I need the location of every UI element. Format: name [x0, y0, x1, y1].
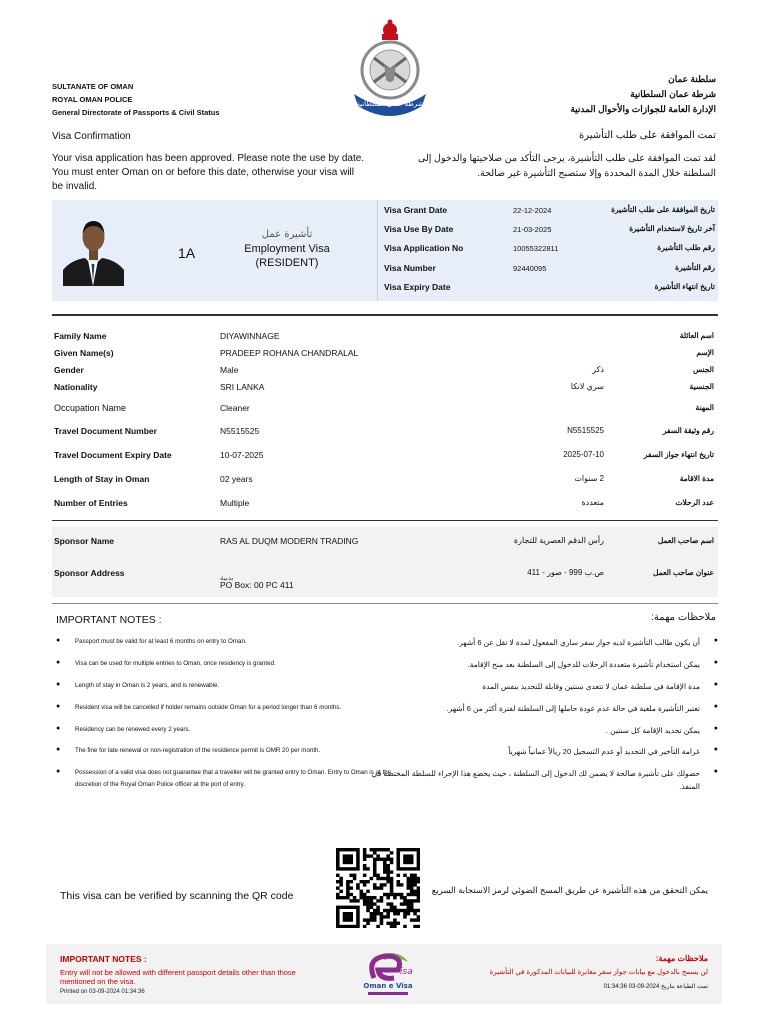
note-text-ar: يمكن تجديد الإقامة كل سنتين . [606, 726, 700, 735]
row-label: Visa Use By Date [384, 224, 454, 234]
sponsor-address-line2: PO Box: 00 PC 411 [220, 580, 294, 590]
row-label: Travel Document Expiry Date [54, 450, 172, 460]
oman-evisa-logo-icon [352, 948, 424, 998]
note-text: Visa can be used for multiple entries to Oman, once residency is granted. [75, 660, 276, 667]
row-label-ar: اسم صاحب العمل [657, 536, 714, 545]
row-value-ar: 2025-07-10 [563, 450, 604, 459]
sponsor-name-ar: رأس الدقم العصرية للتجارة [513, 536, 604, 545]
logo-name: Oman e Visa [363, 982, 413, 990]
intro-text-ar: لقد تمت الموافقة على طلب التأشيرة، يرجى التأكد من صلاحيتها والدخول إلى السلطنة خلال المدة المحددة وإلا ستصبح التأشيرة غير صالحة. [417, 153, 716, 179]
row-label-ar: اسم العائلة [679, 331, 714, 340]
bullet: ● [713, 637, 718, 644]
country-name-en: SULTANATE OF OMAN [52, 82, 134, 91]
row-value-ar: 2 سنوات [574, 474, 604, 483]
row-label-ar: الجنس [692, 365, 714, 374]
row-label-ar: الجنسية [689, 382, 714, 391]
footer-warning-text: Entry will not be allowed with different passport details other than those mentioned on the visa. [60, 968, 296, 986]
sponsor-address-ar: ص.ب 999 - صور - 411 [527, 568, 604, 577]
row-value: 22-12-2024 [513, 206, 552, 215]
visa-title-ar: تأشيرة عمل [261, 229, 313, 240]
row-label: Sponsor Address [54, 568, 125, 578]
bullet: ● [713, 681, 718, 688]
row-label: Occupation Name [54, 403, 127, 413]
row-label-ar: تاريخ انتهاء التأشيرة [654, 282, 715, 291]
svg-text:شرطة عمان السلطانية: شرطة عمان السلطانية [356, 100, 424, 108]
bullet: ● [713, 703, 718, 710]
row-value: 10-07-2025 [220, 450, 264, 460]
row-label: Travel Document Number [54, 426, 157, 436]
svg-text:isa: isa [400, 967, 413, 977]
row-label-ar: تاريخ انتهاء جواز السفر [643, 450, 714, 459]
bullet: ● [713, 725, 718, 732]
row-value: PRADEEP ROHANA CHANDRALAL [220, 348, 359, 358]
sponsor-address-line1: بدبية [220, 575, 234, 582]
row-value-ar: متعددة [581, 498, 604, 507]
divider [377, 200, 378, 301]
bullet: ● [713, 768, 718, 775]
row-label-ar: الإسم [696, 348, 714, 357]
divider [52, 520, 718, 521]
note-text: Resident visa will be cancelled if holder remains outside Oman for a period longer than 6 months. [75, 704, 342, 711]
header-english [52, 80, 220, 119]
row-label: Sponsor Name [54, 536, 114, 546]
row-label: Family Name [54, 331, 107, 341]
note-text-ar: تعتبر التأشيرة ملغية في حالة عدم عودة حاملها إلى السلطنة لفترة أكثر من 6 أشهر. [446, 704, 700, 713]
row-value: Cleaner [220, 403, 250, 413]
row-value: N5515525 [220, 426, 260, 436]
row-value: 02 years [220, 474, 253, 484]
country-name-ar: سلطنة عمان [668, 74, 716, 84]
row-label-ar: عدد الرحلات [675, 498, 714, 507]
visa-row-application-no [384, 243, 718, 263]
page-title: Visa Confirmation [52, 131, 131, 142]
row-value: Male [220, 365, 239, 375]
visa-title [228, 228, 346, 270]
row-label: Nationality [54, 382, 98, 392]
bullet: ● [56, 659, 61, 666]
verify-text-ar: يمكن التحقق من هذه التأشيرة عن طريق المسح الضوئي لرمز الاستجابة السريع [431, 885, 708, 895]
footer-notes-title: IMPORTANT NOTES : [60, 954, 147, 964]
visa-title-sub: (RESIDENT) [255, 257, 319, 269]
sponsor-box [52, 527, 718, 597]
visa-type-code: 1A [178, 245, 196, 261]
footer-warning-text-ar: لن يسمح بالدخول مع بيانات جواز سفر مغايرة للبيانات المذكورة في التأشيرة [489, 969, 708, 976]
row-label: Length of Stay in Oman [54, 474, 150, 484]
page-title-ar: تمت الموافقة على طلب التأشيرة [579, 130, 716, 141]
row-value: 21-03-2025 [513, 225, 552, 234]
divider [52, 314, 718, 316]
row-value-ar: سري لانكا [570, 382, 604, 391]
note-text-ar: حصولك على تأشيرة صالحة لا يضمن لك الدخول إلى السلطنة ، حيث يخضع هذا الإجراء للسلطة المختصة في المنفذ. [371, 769, 700, 791]
passport-photo [63, 212, 124, 286]
row-value: DIYAWINNAGE [220, 331, 280, 341]
note-text-ar: مدة الإقامة في سلطنة عمان لا تتعدى سنتين وقابلة للتجديد بنفس المدة [482, 682, 700, 691]
directorate-name-ar: الإدارة العامة للجوازات والأحوال المدنية [570, 104, 716, 114]
row-label-ar: رقم طلب التأشيرة [657, 243, 715, 252]
directorate-name-en: General Directorate of Passports & Civil Status [52, 108, 220, 117]
police-name-ar: شرطة عمان السلطانية [630, 89, 716, 99]
visa-title-en: Employment Visa [244, 243, 330, 255]
visa-row-number [384, 263, 718, 283]
oman-police-emblem-icon [344, 14, 436, 116]
visa-row-expiry-date [384, 282, 718, 302]
qr-code-icon [336, 848, 420, 928]
row-label: Visa Number [384, 263, 436, 273]
bullet: ● [56, 725, 61, 732]
row-value: 10055322811 [513, 244, 559, 253]
note-text: Possession of a valid visa does not guarantee that a traveller will be granted entry to Oman. Entry to Oman is at the discretion of the Royal Oman Police officer at the port of entry. [75, 769, 392, 788]
note-text: The fine for late renewal or non-registration of the residence permit is OMR 20 per month. [75, 747, 321, 754]
row-value-ar: N5515525 [567, 426, 604, 435]
row-label: Visa Application No [384, 243, 464, 253]
notes-title: IMPORTANT NOTES : [56, 614, 162, 626]
bullet: ● [56, 681, 61, 688]
row-label-ar: تاريخ الموافقة على طلب التأشيرة [611, 205, 715, 214]
sponsor-name: RAS AL DUQM MODERN TRADING [220, 536, 359, 546]
note-text-ar: أن يكون طالب التأشيرة لديه جواز سفر ساري المفعول لمدة لا تقل عن 6 أشهر. [457, 638, 700, 647]
note-text: Passport must be valid for at least 6 months on entry to Oman. [75, 638, 247, 645]
bullet: ● [56, 768, 61, 775]
note-text-ar: غرامة التأخير في التجديد أو عدم التسجيل 20 ريالاً عمانياً شهرياً [508, 747, 700, 756]
notes-title-ar: ملاحظات مهمة: [651, 612, 716, 623]
row-label: Given Name(s) [54, 348, 114, 358]
visa-row-use-by-date [384, 224, 718, 244]
row-label: Visa Expiry Date [384, 282, 451, 292]
printed-timestamp: Printed on 03-09-2024 01:34:36 [60, 989, 145, 995]
row-value-ar: ذكر [592, 365, 604, 374]
visa-row-grant-date [384, 205, 718, 225]
footer-notes-title-ar: ملاحظات مهمة: [655, 954, 708, 963]
bullet: ● [713, 746, 718, 753]
row-label: Visa Grant Date [384, 205, 448, 215]
bullet: ● [56, 746, 61, 753]
row-label-ar: عنوان صاحب العمل [652, 568, 714, 577]
note-text: Length of stay in Oman is 2 years, and is renewable. [75, 682, 220, 689]
row-label: Number of Entries [54, 498, 128, 508]
row-label-ar: رقم التأشيرة [675, 263, 715, 272]
bullet: ● [713, 659, 718, 666]
note-text-ar: يمكن استخدام تأشيرة متعددة الرحلات للدخول إلى السلطنة بعد منح الإقامة. [467, 660, 700, 669]
note-text: Residency can be renewed every 2 years. [75, 726, 191, 733]
header-arabic [570, 72, 716, 117]
bullet: ● [56, 637, 61, 644]
printed-timestamp-ar: تمت الطباعة بتاريخ 2024-09-03 01:34:36 [603, 984, 708, 990]
intro-text: Your visa application has been approved. Please note the use by date. You must enter Oman on or before this date, otherwise your visa will be invalid. [52, 153, 365, 192]
row-label-ar: مدة الاقامة [679, 474, 714, 483]
row-label-ar: رقم وثيقة السفر [662, 426, 714, 435]
verify-text: This visa can be verified by scanning the QR code [60, 890, 294, 902]
divider [52, 603, 718, 604]
row-label: Gender [54, 365, 84, 375]
row-label-ar: آخر تاريخ لاستخدام التأشيرة [629, 224, 715, 233]
row-value: Multiple [220, 498, 250, 508]
row-label-ar: المهنة [695, 403, 714, 412]
police-name-en: ROYAL OMAN POLICE [52, 95, 133, 104]
row-value: 92440095 [513, 264, 547, 273]
row-value: SRI LANKA [220, 382, 265, 392]
bullet: ● [56, 703, 61, 710]
